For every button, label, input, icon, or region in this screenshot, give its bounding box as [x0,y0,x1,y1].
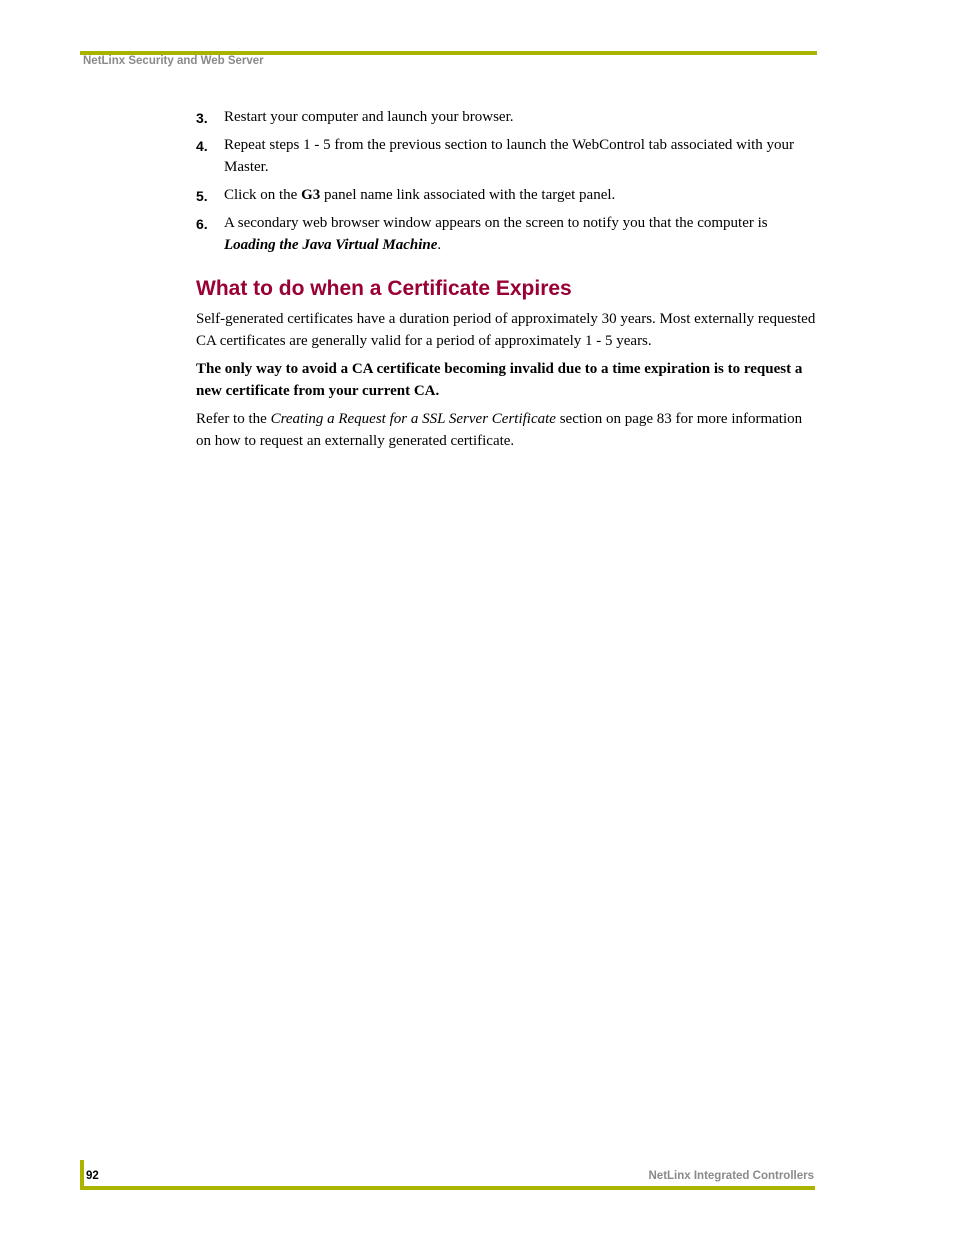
step-text-post: panel name link associated with the target panel. [320,187,616,203]
panel-name-g3: G3 [301,187,321,203]
footer-title: NetLinx Integrated Controllers [648,1170,814,1182]
step-number: 5. [196,188,208,204]
step-text-post: . [437,237,442,253]
step-item [196,106,816,128]
bold-note: The only way to avoid a CA certificate becoming invalid due to a time expiration is to request a new certificate from your current CA. [196,361,803,399]
step-text: Restart your computer and launch your browser. [224,109,514,125]
loading-message: Loading the Java Virtual Machine [224,237,438,253]
page-number: 92 [86,1170,99,1182]
cross-reference: Creating a Request for a SSL Server Certificate [270,411,556,427]
step-item [196,134,816,178]
step-item [196,212,816,256]
paragraph-reference [196,408,816,452]
paragraph: Self-generated certificates have a duration period of approximately 30 years. Most externally requested CA certificates are generally valid for a period of approximately 1 - 5 years. [196,311,816,349]
para-pre: Refer to the [196,411,271,427]
running-header: NetLinx Security and Web Server [83,55,264,67]
step-text-pre: Click on the [224,187,302,203]
step-item [196,184,816,206]
step-text: Repeat steps 1 - 5 from the previous section to launch the WebControl tab associated with your Master. [224,137,795,175]
para-post: section on page 83 for more information on how to request an externally generated certificate. [196,411,803,449]
step-number: 4. [196,138,208,154]
step-text-pre: A secondary web browser window appears on the screen to notify you that the computer is [224,215,768,231]
footer-rule [80,1186,815,1190]
section-heading: What to do when a Certificate Expires [196,277,572,300]
step-number: 6. [196,216,208,232]
main-content [196,106,816,458]
step-number: 3. [196,110,208,126]
